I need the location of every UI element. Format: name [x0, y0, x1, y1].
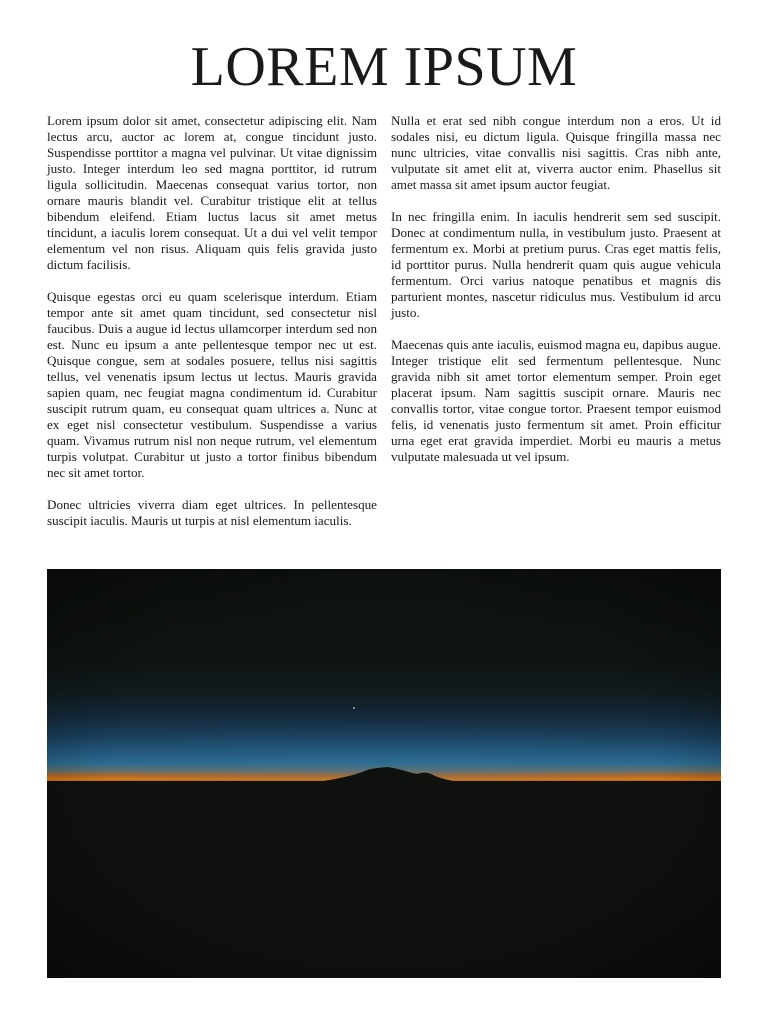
left-column — [47, 113, 377, 545]
dusk-landscape-photo — [47, 569, 721, 978]
paragraph: Lorem ipsum dolor sit amet, consectetur adipiscing elit. Nam lectus arcu, auctor ac lorem at, congue tincidunt justo. Suspendisse porttitor a magna vel pulvinar. Ut vitae dignissim justo. Integer interdum leo sed magna porttitor, id rutrum ligula sollicitudin. Maecenas consequat varius tortor, non ornare mauris blandit vel. Curabitur tristique elit at tellus bibendum eleifend. Etiam luctus lacus sit amet metus tincidunt, a iaculis lorem consequat. Ut a dui vel velit tempor elementum vel non risus. Aliquam quis felis gravida justo dictum facilisis. — [47, 113, 377, 272]
paragraph: Maecenas quis ante iaculis, euismod magna eu, dapibus augue. Integer tristique elit sed fermentum pellentesque. Nunc gravida nibh sit amet tortor elementum semper. Proin eget placerat ipsum. Nam sagittis suscipit ornare. Mauris nec convallis tortor, vitae congue tortor. Praesent tempor euismod felis, id venenatis justo fermentum sit amet. Proin efficitur urna eget erat gravida imperdiet. Morbi eu mauris a metus vulputate malesuada ut vel ipsum. — [391, 337, 721, 464]
landscape-image — [47, 569, 721, 978]
right-column — [391, 113, 721, 481]
paragraph: Nulla et erat sed nibh congue interdum non a eros. Ut id sodales nisi, eu dictum ligula. Quisque fringilla massa nec nunc ultricies, vitae convallis nisi sagittis. Cras nibh ante, vulputate sit amet elit at, viverra auctor enim. Phasellus sit amet massa sit amet ipsum auctor feugiat. — [391, 113, 721, 192]
paragraph: Donec ultricies viverra diam eget ultrices. In pellentesque suscipit iaculis. Mauris ut turpis at nisl elementum iaculis. — [47, 497, 377, 528]
paragraph: Quisque egestas orci eu quam scelerisque interdum. Etiam tempor ante sit amet quam tincidunt, sed consectetur nisl faucibus. Duis a augue id lectus ullamcorper interdum sed non est. Nunc eu ipsum a ante pellentesque tempor nec ut est. Quisque congue, sem at sodales posuere, tellus nisi sagittis tellus, vel venenatis ipsum lectus ut lectus. Mauris gravida sapien quam, nec feugiat magna condimentum id. Curabitur suscipit rutrum quam, eu consequat quam ultrices a. Nunc at ex eget nisl consectetur vestibulum. Suspendisse a varius quam. Vivamus rutrum nisl non neque rutrum, vel elementum turpis volutpat. Curabitur ut justo a tortor finibus bibendum nec sit amet tortor. — [47, 289, 377, 480]
paragraph: In nec fringilla enim. In iaculis hendrerit sem sed suscipit. Donec at condimentum nulla, in vestibulum justo. Praesent at fermentum ex. Morbi at pretium purus. Cras eget mattis felis, id porttitor purus. Nulla hendrerit quam quis augue vehicula fermentum. Orci varius natoque penatibus et magnis dis parturient montes, nascetur ridiculus mus. Vestibulum id arcu justo. — [391, 209, 721, 320]
vignette — [47, 569, 721, 978]
page-title: LOREM IPSUM — [190, 36, 578, 98]
text-columns — [47, 113, 721, 553]
